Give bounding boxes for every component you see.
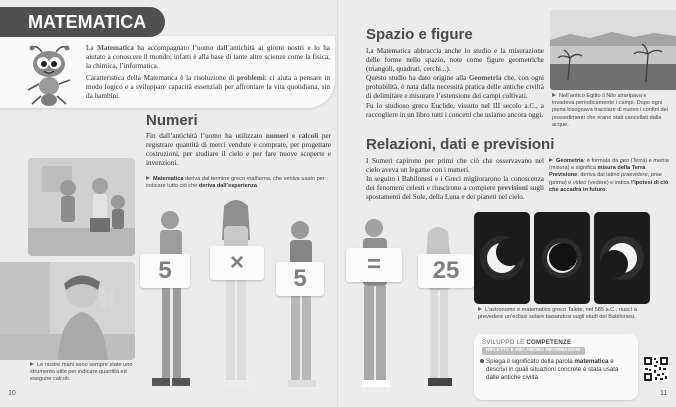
competenze-question: Spiega il significato della parola matematica e descrivi in quali situazioni concrete è stata usata dalle antiche civiltà. bbox=[486, 358, 630, 381]
eclipse-caption: L’astronomo e matematico greco Talete, nel 585 a.C., riuscì a prevedere un’eclissi solare basandosi sugli studi dei Babilonesi. bbox=[478, 307, 637, 321]
note-triangle-icon bbox=[552, 93, 556, 97]
note-triangle-icon bbox=[478, 307, 482, 311]
card-equals: = bbox=[346, 248, 402, 282]
intro-paragraph-2: Caratteristica della Matematica è la risoluzione di problemi: ci aiuta a pensare in modo logico e a sviluppare capacità essenziali per affrontare la vita quotidiana, sin da bambini. bbox=[86, 74, 331, 101]
note-triangle-icon bbox=[146, 176, 150, 180]
page-number-left: 10 bbox=[8, 390, 16, 397]
eclipse-photo-2 bbox=[534, 212, 590, 304]
card-multiply: × bbox=[210, 246, 264, 280]
ant-mascot-icon bbox=[22, 44, 78, 108]
note-triangle-icon bbox=[30, 362, 34, 366]
hands-photo-caption: Le nostre mani sono sempre state uno strumento utile per indicare quantità ed eseguire calcoli. bbox=[30, 362, 133, 383]
card-number-5b: 5 bbox=[276, 262, 324, 296]
section-title-relazioni: Relazioni, dati e previsioni bbox=[366, 136, 555, 153]
children-holding-cards bbox=[136, 200, 476, 392]
spazio-text: La Matematica abbraccia anche lo studio e la misurazione delle forme nello spazio, note come figure geometriche (triangoli, quadrati, cerchi...). Questo studio ha dato origine alla Geometria che, con ogni probabilità, è nata dalla necessità pratica delle antiche civiltà di delimitare e misurare l’estensione dei campi coltivati. Fu lo studioso greco Euclide, vissuto nel III secolo a.C., a raccogliere in un libro tutti i concetti che usiamo ancora oggi. bbox=[366, 47, 544, 119]
note-triangle-icon bbox=[549, 158, 553, 162]
eclipse-photo-1 bbox=[474, 212, 530, 304]
photo-nile-river bbox=[550, 10, 676, 90]
competenze-tag: RIFLETTO E RIELABORO INFORMAZIONI bbox=[482, 347, 585, 355]
chapter-title: MATEMATICA bbox=[0, 7, 165, 37]
card-number-25: 25 bbox=[418, 254, 474, 288]
intro-text bbox=[86, 44, 330, 102]
matematica-etymology-note: Matematica deriva dal termine greco mathema, che veniva usato per indicare tutto ciò che deriva dall’esperienza. bbox=[146, 176, 325, 190]
intro-paragraph-1: La Matematica ha accompagnato l’uomo dall’antichità ai giorni nostri e lo ha aiutato a conoscere il mondo; infatti è alla base di tante altre scienze come la fisica, la chimica, l’informatica. bbox=[86, 44, 330, 71]
qr-code-icon[interactable] bbox=[643, 356, 669, 382]
etymology-note-geometria-previsione: Geometria: è formata da geo (Terra) e metria (misura) e significa misura della Terra. Previsione: deriva dal latino praevidere, prae (prima) e video (vedere) e indica l’ipotesi di ciò che accadrà in futuro. bbox=[549, 158, 669, 193]
eclipse-photo-3 bbox=[594, 212, 650, 304]
numeri-text: Fin dall’antichità l’uomo ha utilizzato numeri e calcoli per registrare quantità di merci vendute e comprate, per progettare costruzioni, per studiare il cielo e per fare nuove scoperte e invenzioni. bbox=[146, 132, 332, 168]
section-title-spazio: Spazio e figure bbox=[366, 26, 473, 43]
photo-children-counting bbox=[28, 158, 135, 256]
card-number-5: 5 bbox=[140, 254, 190, 288]
nile-caption: Nell’antico Egitto il Nilo straripava e invadeva periodicamente i campi. Dopo ogni piena bisognava tracciare di nuovo i confini dei possedimenti che erano stati cancellati dalle acque. bbox=[552, 93, 668, 128]
relazioni-text: I Sumeri capirono per primi che ciò che osservavano nel cielo aveva un legame con i numeri. In seguito i Babilonesi e i Greci migliorarono la conoscenza dei fenomeni celesti e riuscirono a compiere previsioni sugli spostamenti del Sole, della Luna e dei pianeti nel cielo. bbox=[366, 157, 544, 202]
section-title-numeri: Numeri bbox=[146, 112, 198, 129]
page-number-right: 11 bbox=[660, 390, 668, 397]
photo-boy-counting-fingers bbox=[0, 262, 135, 360]
competenze-heading: SVILUPPO LE COMPETENZE bbox=[482, 339, 572, 346]
